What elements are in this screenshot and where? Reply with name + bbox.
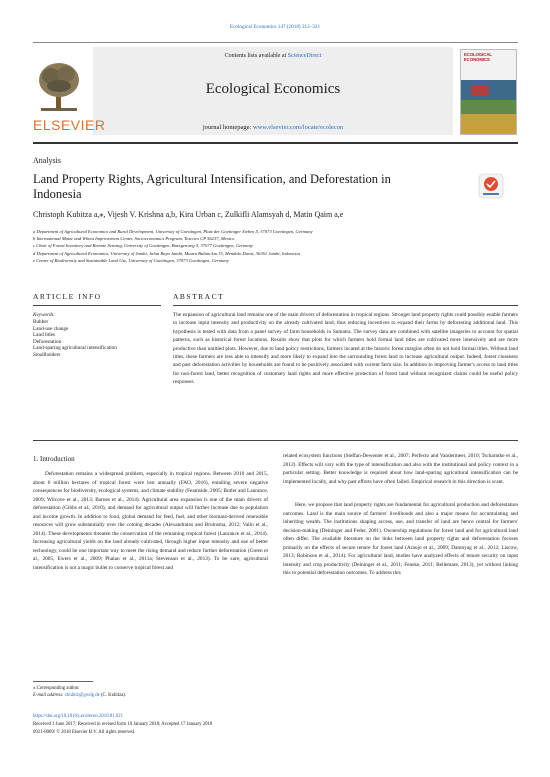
introduction-heading: 1. Introduction [33,455,75,463]
intro-right-paragraph-2: Here, we propose that land property rights are fundamental for agricultural production and deforestation outcomes. Land is the main source of farmers' livelihoods and also a major means for accumulating and inheriting wealth. The institutions shaping access, use, and transfer of land are hence central for farmers' decision-making (Deininger and Feder, 2001). Ownership regulations for forest land and for agricultural land often differ. The available literature on the links between land property rights and deforestation focuses primarily on the effects of secure tenure for forest land (Araujo et al., 2009; Damnyag et al., 2012; Liscow, 2013; Robinson et al., 2014). For agricultural land, studies have analyzed effects of tenure security on input intensity and crop productivity (Deininger et al., 2011; Fenske, 2011; Bellemare, 2013), yet without linking this to potential deforestation outcomes. To address this [283,502,518,577]
contents-prefix: Contents lists available at [224,53,288,59]
crossmark-icon[interactable] [477,172,505,200]
keyword-item: Land-use change [33,325,69,332]
article-info-heading: ARTICLE INFO [33,292,102,301]
abstract-rule [173,305,518,306]
author-list: Christoph Kubitza a,⁎, Vijesh V. Krishna a,b, Kira Urban c, Zulkifli Alamsyah d, Matin Qaim a,e [33,210,344,219]
received-dates: Received 1 June 2017; Received in revised form 10 January 2018; Accepted 17 January 2018 [33,721,213,727]
cover-title: ECOLOGICAL ECONOMICS [464,52,492,62]
cover-artwork [461,80,516,134]
email-label: E-mail address: [33,693,65,698]
keywords-list [33,319,163,358]
abstract-text: The expansion of agricultural land remains one of the main drivers of deforestation in tropical regions. Stronger land property rights could possibly enable farmers to increase input intensity and productivity on the already cultivated land, thus reducing incentives to expand their farms by deforesting additional land. This hypothesis is tested with data from a panel survey of farm households in Sumatra. The survey data are combined with satellite imageries to account for spatial patterns, such as historical forest locations. Results show that plots for which farmers hold formal land titles are cultivated more intensively and are more productive than untitled plots. However, due to land policy restrictions, farmers located at the historic forest margins often do not hold formal titles. Without land titles, these farmers are less able to intensify and more likely to expand into the surrounding forest land to increase agricultural output. Indeed, forest closeness and past deforestation activities by households are found to be positively associated with current farm size. In addition to improving farmer's access to land titles for non-forest land, better recognition of customary land rights and more effective protection of forest land without recognized claims could be useful policy responses. [173,312,518,386]
intro-left-column: Deforestation remains a widespread problem, especially in tropical regions. Between 2010 and 2015, about 6 million hectares of tropical forest were lost annually (FAO, 2016), entailing severe negative consequences for biodiversity, ecological systems, and climate stability (Feamside, 2005; Butler and Laurance, 2009; Wilcove et al., 2013; Barnes et al., 2014). Agricultural area expansion is one of the main drivers of deforestation (Gibbs et al., 2010), and demand for agricultural output will further increase due to population and income growth. In addition to food, global demand for feed, fuel, and other biomass-derived renewable resources will grow substantially over the coming decades (Alexandratos and Bruinsma, 2012; Valin et al., 2014). These developments threaten the conservation of the remaining tropical forest (Laurance et al., 2014). Increasing agricultural yields on the land already cultivated, through higher input intensity and use of better technology, could be one important way to meet the rising demand and reduce further deforestation (Green et al., 2005; Ewers et al., 2009; Phalan et al., 2011a; Stevenson et al., 2013). To be sure, agricultural intensification is not a magic bullet to conserve tropical forest and [33,471,269,572]
intro-right-paragraph-1: related ecosystem functions (Steffan-Dewenter et al., 2007; Perfecto and Vandermeer, 2010; Tscharntke et al., 2012). Effects will vary with the type of intensification and also with the institutional and policy context in a particular setting. Better knowledge is required about how land-sparing agricultural intensification can be implemented locally, and why past efforts have often failed. Empirical research in this direction is scant. [283,453,518,485]
article-info-rule [33,305,161,306]
sciencedirect-link[interactable]: ScienceDirect [287,53,322,59]
top-rule [33,42,518,43]
header-rule [33,142,518,144]
homepage-link[interactable]: www.elsevier.com/locate/ecolecon [253,124,344,131]
corresponding-author-note: ⁎ Corresponding author. [33,686,80,691]
affiliation-b: b International Maize and Wheat Improvement Center, Socioeconomics Program, Texcoco CP 56237, Mexico [33,236,235,242]
elsevier-tree-logo [33,58,85,114]
affiliation-d: d Department of Agricultural Economics, University of Jambi, Jalan Raya Jambi, Muara Bulian km 15, Mendalo Darat, 36361 Jambi, Indonesia [33,250,300,256]
contents-line [93,53,453,59]
affiliation-a: a Department of Agricultural Economics and Rural Development, University of Goettingen, Platz der Goettinger Sieben 5, 37073 Goettingen, Germany [33,229,313,234]
abstract-bottom-rule [33,440,518,441]
issn-copyright: 0921-8009/ © 2018 Elsevier B.V. All rights reserved. [33,729,136,735]
keyword-item: Land-sparing agricultural intensification [33,345,117,351]
keyword-item: Deforestation [33,338,62,345]
article-title: Land Property Rights, Agricultural Intensification, and Deforestation in Indonesia [33,172,391,201]
affiliation-c: c Chair of Forest Inventory and Remote Sensing, University of Goettingen, Buesgenweg 5, 37077 Goettingen, Germany [33,243,253,249]
abstract-heading: ABSTRACT [173,292,225,301]
journal-homepage [93,124,453,131]
journal-cover-image[interactable] [460,49,517,135]
article-section: Analysis [33,156,61,165]
journal-title[interactable]: Ecological Economics [205,81,341,97]
affiliations [33,228,513,264]
homepage-prefix: journal homepage: [202,124,253,131]
email-suffix: (C. Kubitza). [99,693,127,698]
email-line [33,692,333,699]
doi-link[interactable]: https://doi.org/10.1016/j.ecolecon.2018.01.021 [33,714,123,719]
footnote [33,685,333,699]
footnote-rule [33,681,93,682]
article-footer [33,713,513,736]
keywords-label: Keywords: [33,312,56,318]
keyword-item: Rubber [33,319,49,325]
elsevier-wordmark[interactable]: ELSEVIER [33,117,106,133]
email-link[interactable]: ckubitz@gwdg.de [64,693,100,698]
keyword-item: Smallholders [33,351,61,358]
keyword-item: Land titles [33,332,56,338]
affiliation-e: e Center of Biodiversity and Sustainable Land Use, University of Goettingen, 37073 Goettingen, Germany [33,257,229,263]
journal-citation[interactable]: Ecological Economics 147 (2018) 312–321 [229,24,321,30]
